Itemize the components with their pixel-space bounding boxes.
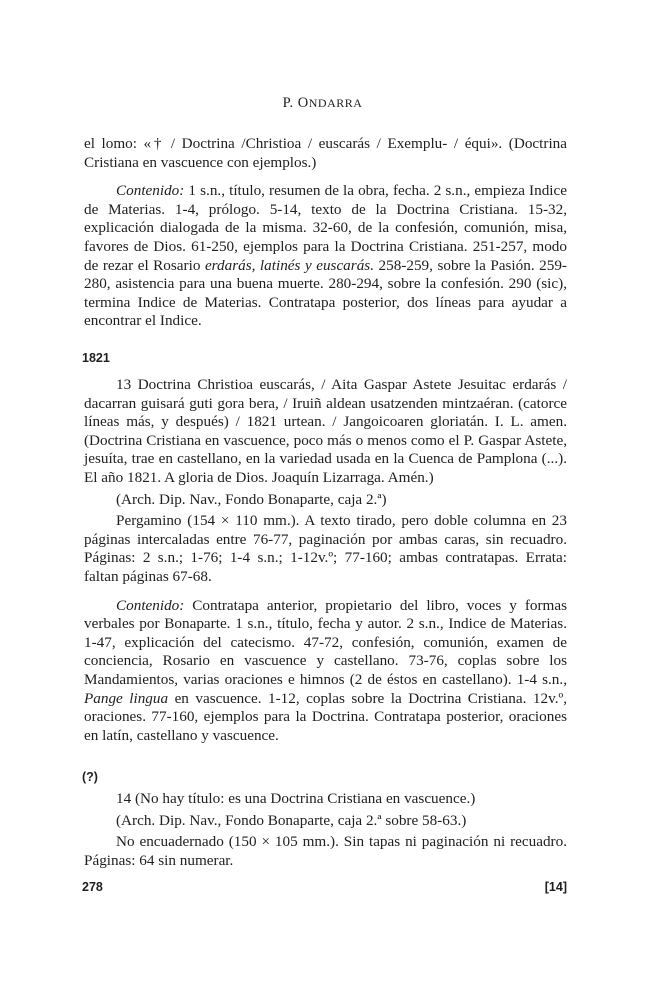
entry-13 <box>84 376 567 745</box>
bracket-label: [14] <box>544 880 567 894</box>
contents-text-b: 258-259, sobre la Pasión. 259-280, asistencia para una buena muerte. 280-294, sobre la confesión. 290 (sic), termina Indice de Materias. Contratapa posterior, dos líneas para ayudar a encontrar el Indice. <box>84 256 567 330</box>
entry-13-contents-a: Contratapa anterior, propietario del libro, voces y formas verbales por Bonaparte. 1 s.n., título, fecha y autor. 2 s.n., Indice de Materias. 1-47, explicación del catecismo. 47-72, confesión, comunión, examen de conciencia, Rosario en vascuence y castellano. 73-76, coplas sobre los Mandamientos, varias oraciones e himnos (2 de éstos en castellano). 1-4 s.n., <box>84 596 567 688</box>
entry-14-title: 14 (No hay título: es una Doctrina Cristiana en vascuence.) <box>116 790 476 807</box>
entry-14-archive: (Arch. Dip. Nav., Fondo Bonaparte, caja 2.ª sobre 58-63.) <box>116 811 467 829</box>
contents-text-a: 1 s.n., título, resumen de la obra, fecha. 2 s.n., empieza Indice de Materias. 1-4, prólogo. 5-14, texto de la Doctrina Cristiana. 15-32, explicación dialogada de la misma. 32-60, de la confesión, comunión, misa, favores de Dios. 61-250, ejemplos para la Doctrina Cristiana. 251-257, modo de rezar el Rosario <box>84 182 567 274</box>
contents-paragraph <box>84 182 567 331</box>
entry-13-contents <box>84 597 567 746</box>
continuation-paragraph: el lomo: «† / Doctrina /Christioa / euscarás / Exemplu- / équi». (Doctrina Cristiana en vascuence con ejemplos.) <box>84 135 567 171</box>
entry-14 <box>84 790 567 870</box>
block-continuation <box>84 135 567 331</box>
entry-13-contents-italic: Pange lingua <box>84 689 169 707</box>
page-footer <box>82 880 567 894</box>
entry-13-year: 1821 <box>82 351 110 365</box>
contents-label: Contenido: <box>116 182 185 200</box>
entry-13-title: 13 Doctrina Christioa euscarás, / Aita Gaspar Astete Jesuitac erdarás / dacarran guisará guti gora bera, / Iruiñ aldean usatzenden mintzaéran. (catorce líneas más, y después) / 1821 urtean. / Jangoicoaren gloriatán. I. L. amen. (Doctrina Cristiana en vascuence, poco más o menos como el P. Gaspar Astete, jesuíta, trae en castellano, en la variedad usada en la Cuenca de Pamplona (...). El año 1821. A gloria de Dios. Joaquín Lizarraga. Amén.) <box>84 376 567 486</box>
header-rest: NDARRA <box>308 96 363 110</box>
entry-14-description: No encuadernado (150 × 105 mm.). Sin tapas ni paginación ni recuadro. Páginas: 64 sin numerar. <box>84 833 567 869</box>
entry-13-contents-label: Contenido: <box>116 596 185 614</box>
entry-13-description: Pergamino (154 × 110 mm.). A texto tirado, pero doble columna en 23 páginas intercaladas entre 76-77, paginación por ambas caras, sin recuadro. Páginas: 2 s.n.; 1-76; 1-4 s.n.; 1-12v.º; 77-160; ambas contratapas. Errata: faltan páginas 67-68. <box>84 512 567 585</box>
entry-13-contents-b: en vascuence. 1-12, coplas sobre la Doctrina Cristiana. 12v.º, oraciones. 77-160, ejemplos para la Doctrina. Contratapa posterior, oraciones en latín, castellano y vascuence. <box>84 689 567 744</box>
entry-14-year: (?) <box>82 770 98 784</box>
page-number: 278 <box>82 880 103 894</box>
running-header <box>0 95 645 112</box>
contents-italic: erdarás, latinés y euscarás. <box>204 256 374 274</box>
header-initial: P. O <box>282 95 309 111</box>
entry-13-archive: (Arch. Dip. Nav., Fondo Bonaparte, caja 2.ª) <box>116 490 387 508</box>
